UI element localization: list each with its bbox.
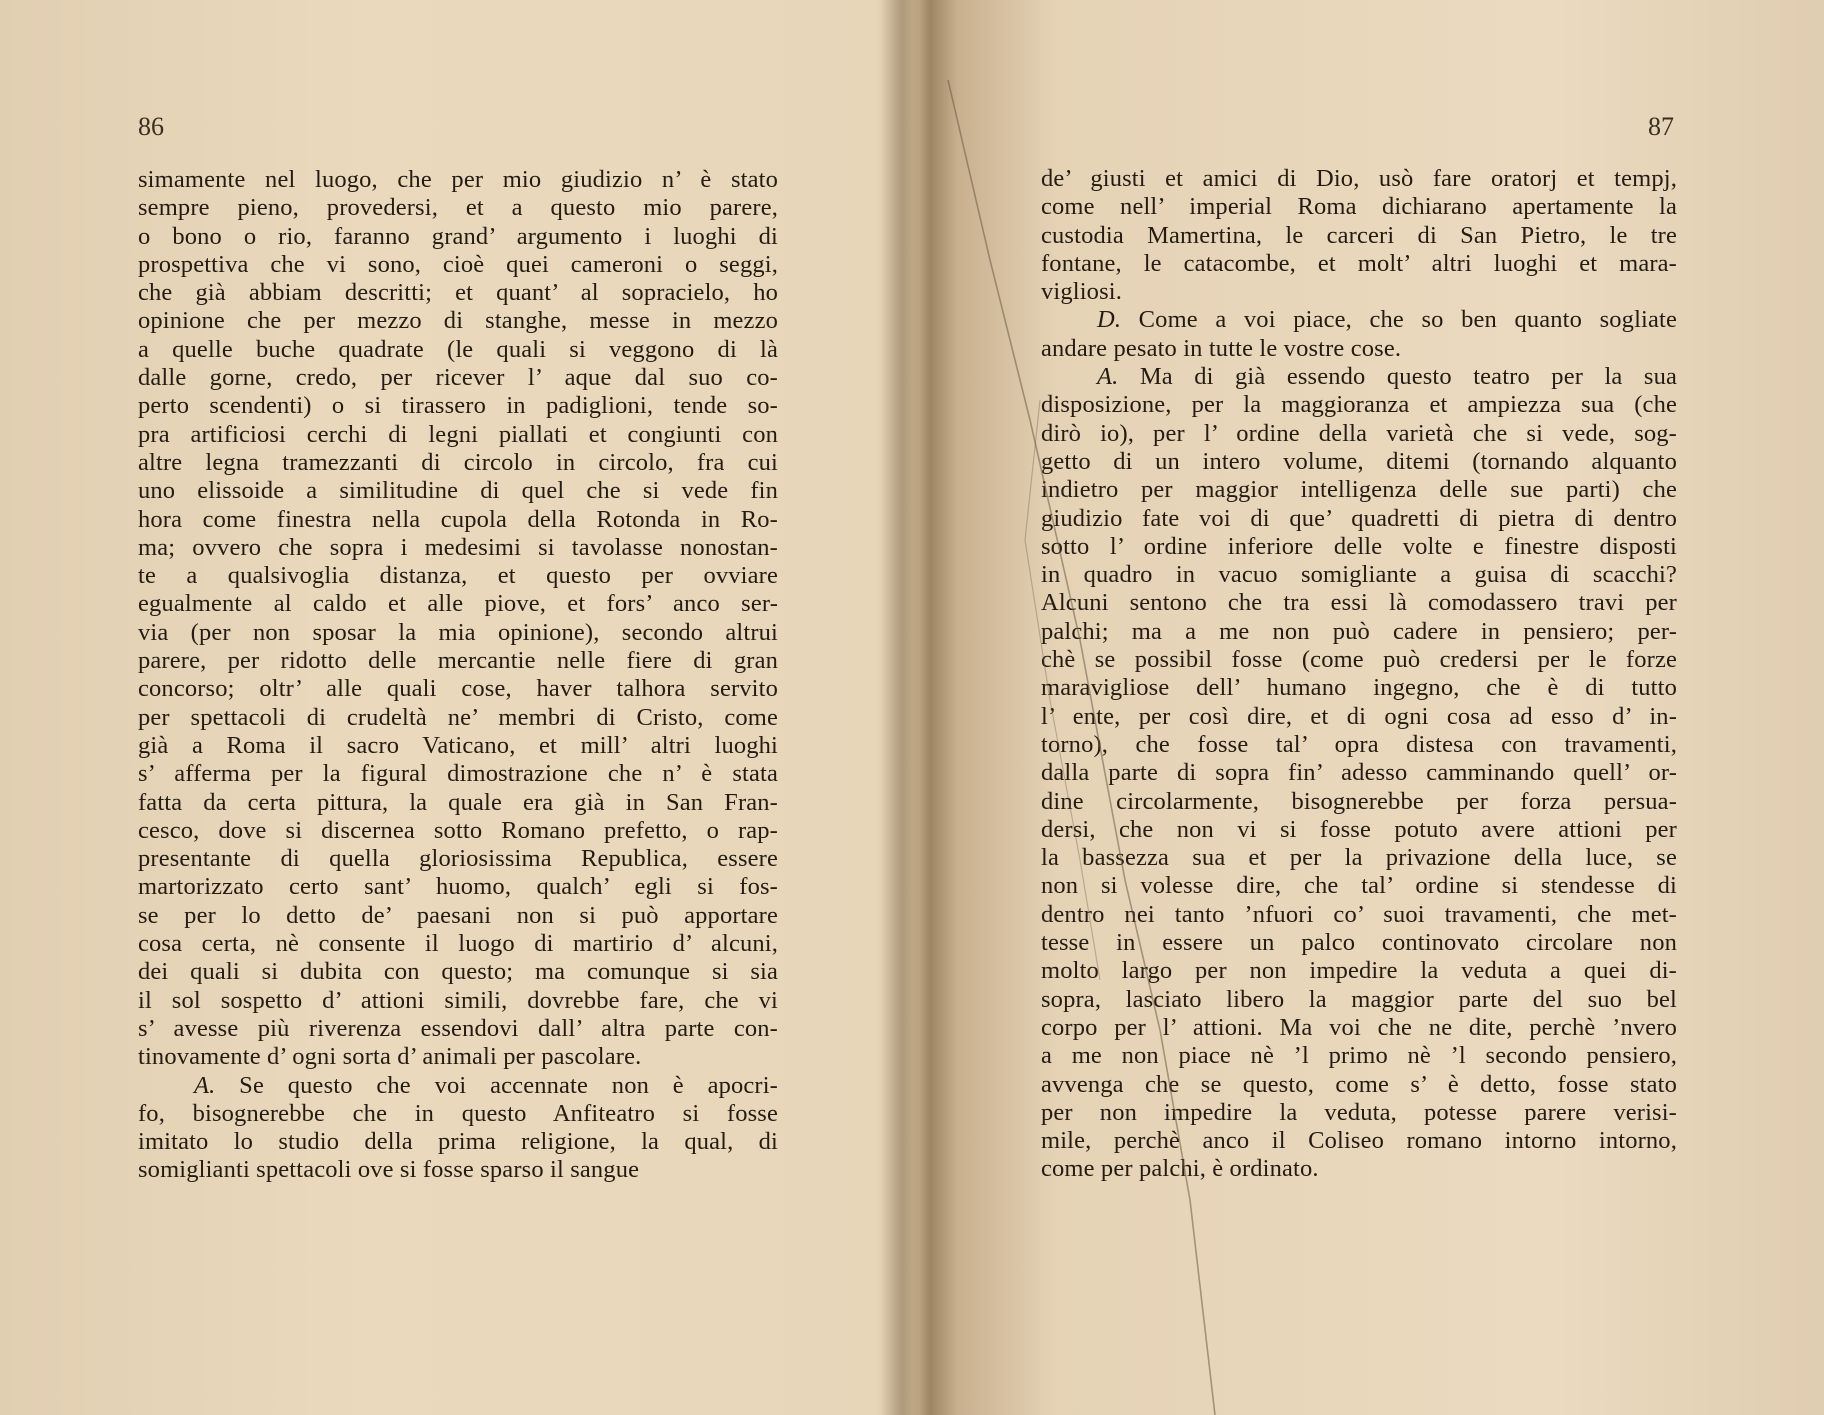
text-line [138,902,778,930]
line-text: dalle gorne, credo, per ricever l’ aque dal suo co- [138,364,778,392]
line-text: dei quali si dubita con questo; ma comunque si sia [138,958,778,986]
line-text: sopra, lasciato libero la maggior parte del suo bel [1041,985,1677,1013]
line-text: per spettacoli di crudeltà ne’ membri di Cristo, come [138,703,778,731]
line-text: simamente nel luogo, che per mio giudizio n’ è stato [138,166,778,193]
text-line [138,732,778,760]
text-line [1041,986,1677,1014]
page-number-right: 87 [1648,112,1674,141]
line-text: disposizione, per la maggioranza et ampiezza sua (che [1041,391,1677,419]
line-text: per non impedire la veduta, potesse parere verisi- [1041,1098,1677,1126]
line-text: sotto l’ ordine inferiore delle volte e finestre disposti [1041,532,1677,560]
line-text: perto scendenti) o si tirassero in padiglioni, tende so- [138,392,778,420]
line-text: pra artificiosi cerchi di legni piallati et congiunti con [138,420,778,448]
text-line [138,1043,778,1071]
text-line [138,392,778,420]
line-text: prospettiva che vi sono, cioè quei cameroni o seggi, [138,250,778,278]
text-line [138,194,778,222]
text-line [1041,448,1677,476]
text-line [1041,165,1677,193]
line-text: ma; ovvero che sopra i medesimi si tavolasse nonostan- [138,533,778,561]
line-text: custodia Mamertina, le carceri di San Pietro, le tre [1041,221,1677,249]
line-text: presentante di quella gloriosissima Republica, essere [138,845,778,873]
text-line [138,534,778,562]
text-line [1041,1127,1677,1155]
line-text: getto di un intero volume, ditemi (tornando alquanto [1041,447,1677,475]
line-text: l’ ente, per così dire, et di ogni cosa ad esso d’ in- [1041,702,1677,730]
text-line [1041,1014,1677,1042]
text-line [138,1015,778,1043]
text-line [1041,872,1677,900]
line-text: a me non piace nè ’l primo nè ’l secondo pensiero, [1041,1042,1677,1070]
text-line [1041,363,1677,391]
text-line [138,449,778,477]
page-number-left: 86 [138,112,164,141]
text-line [1041,759,1677,787]
line-text: fo, bisognerebbe che in questo Anfiteatro si fosse [138,1099,778,1127]
line-text: s’ avesse più riverenza essendovi dall’ altra parte con- [138,1014,778,1042]
text-line [1041,420,1677,448]
line-text: dirò io), per l’ ordine della varietà che si vede, sog- [1041,419,1677,447]
text-line [1041,589,1677,617]
text-line [138,421,778,449]
line-text: maravigliose dell’ humano ingegno, che è di tutto [1041,674,1677,702]
line-text: cosa certa, nè consente il luogo di martirio d’ alcuni, [138,930,778,958]
line-text: tesse in essere un palco continovato circolare non [1041,929,1677,957]
line-text: Ma di già essendo questo teatro per la sua [1139,363,1677,391]
text-line [1041,929,1677,957]
text-line [1041,788,1677,816]
text-line [1041,278,1677,306]
line-text: de’ giusti et amici di Dio, usò fare oratorj et tempj, [1041,165,1677,192]
line-text: giudizio fate voi di que’ quadretti di pietra di dentro [1041,504,1677,532]
line-text: via (per non sposar la mia opinione), secondo altrui [138,618,778,646]
line-text: concorso; oltr’ alle quali cose, haver talhora servito [138,675,778,703]
line-text: parere, per ridotto delle mercantie nelle fiere di gran [138,647,778,675]
line-text: martorizzato certo sant’ huomo, qualch’ egli si fos- [138,873,778,901]
text-line [138,336,778,364]
text-line [1041,476,1677,504]
text-line [1041,1099,1677,1127]
text-line [138,166,778,194]
text-line [138,1072,778,1100]
text-line [138,760,778,788]
text-line [1041,193,1677,221]
text-line [1041,222,1677,250]
text-line [138,987,778,1015]
text-line [138,930,778,958]
text-line [138,506,778,534]
text-line [1041,901,1677,929]
line-text: dalla parte di sopra fin’ adesso camminando quell’ or- [1041,759,1677,787]
text-line [1041,618,1677,646]
text-line [138,364,778,392]
line-text: molto largo per non impedire la veduta a quei di- [1041,957,1677,985]
text-line [1041,703,1677,731]
line-text: te a qualsivoglia distanza, et questo per ovviare [138,562,778,590]
text-line [138,958,778,986]
line-text: corpo per l’ attioni. Ma voi che ne dite, perchè ’nvero [1041,1013,1677,1041]
text-line [1041,533,1677,561]
line-text: se per lo detto de’ paesani non si può apportare [138,901,778,929]
text-line [138,675,778,703]
line-text: chè se possibil fosse (come può credersi per le forze [1041,646,1677,674]
text-line [138,845,778,873]
line-text: Se questo che voi accennate non è apocri- [239,1071,778,1099]
line-text: palchi; ma a me non può cadere in pensiero; per- [1041,617,1677,645]
line-text: o bono o rio, faranno grand’ argumento i luoghi di [138,222,778,250]
text-line [138,789,778,817]
text-line [1041,957,1677,985]
line-text: il sol sospetto d’ attioni simili, dovrebbe fare, che vi [138,986,778,1014]
line-text: s’ afferma per la figural dimostrazione che n’ è stata [138,760,778,788]
text-line [138,223,778,251]
line-text: dentro nei tanto ’nfuori co’ suoi travamenti, che met- [1041,900,1677,928]
right-page [903,0,1824,1415]
text-line [138,647,778,675]
line-text: a quelle buche quadrate (le quali si veggono di là [138,335,778,363]
text-line [138,817,778,845]
line-text: fontane, le catacombe, et molt’ altri luoghi et mara- [1041,249,1677,277]
text-line [1041,1155,1677,1183]
text-line [1041,646,1677,674]
line-text: la bassezza sua et per la privazione della luce, se [1041,844,1677,872]
line-text: sempre pieno, provedersi, et a questo mio parere, [138,194,778,222]
line-text: andare pesato in tutte le vostre cose. [1041,334,1402,362]
text-line [1041,306,1677,334]
speaker-label: A. [194,1071,216,1099]
text-line [1041,561,1677,589]
text-line [138,704,778,732]
line-text: altre legna tramezzanti di circolo in circolo, fra cui [138,448,778,476]
left-page [0,0,903,1415]
line-text: mile, perchè anco il Coliseo romano intorno intorno, [1041,1127,1677,1155]
line-text: tinovamente d’ ogni sorta d’ animali per pascolare. [138,1043,642,1071]
text-line [138,562,778,590]
line-text: uno elissoide a similitudine di quel che si vede fin [138,477,778,505]
text-line [1041,335,1677,363]
line-text: somiglianti spettacoli ove si fosse sparso il sangue [138,1156,640,1184]
speaker-label: D. [1097,306,1122,334]
line-text: vigliosi. [1041,278,1122,306]
text-line [138,251,778,279]
line-text: imitato lo studio della prima religione, la qual, di [138,1128,778,1156]
line-text: fatta da certa pittura, la quale era già in San Fran- [138,788,778,816]
text-line [138,1100,778,1128]
text-line [1041,391,1677,419]
line-text: in quadro in vacuo somigliante a guisa di scacchi? [1041,561,1677,589]
text-line [138,1156,778,1184]
text-line [138,279,778,307]
line-text: dine circolarmente, bisognerebbe per forza persua- [1041,787,1677,815]
text-line [1041,816,1677,844]
text-line [138,873,778,901]
text-line [138,477,778,505]
text-line [138,590,778,618]
line-text: Alcuni sentono che tra essi là comodassero travi per [1041,589,1677,617]
line-text: come per palchi, è ordinato. [1041,1155,1319,1183]
right-page-text [1041,165,1677,1184]
text-line [1041,731,1677,759]
line-text: che già abbiam descritti; et quant’ al sopracielo, ho [138,279,778,307]
text-line [138,307,778,335]
line-text: come nell’ imperial Roma dichiarano apertamente la [1041,193,1677,221]
speaker-label: A. [1097,363,1119,391]
line-text: non si volesse dire, che tal’ ordine si stendesse di [1041,872,1677,900]
text-line [1041,844,1677,872]
text-line [1041,250,1677,278]
line-text: avvenga che se questo, come s’ è detto, fosse stato [1041,1070,1677,1098]
line-text: dersi, che non vi si fosse potuto avere attioni per [1041,815,1677,843]
text-line [138,1128,778,1156]
text-line [138,619,778,647]
line-text: hora come finestra nella cupola della Rotonda in Ro- [138,505,778,533]
line-text: cesco, dove si discernea sotto Romano prefetto, o rap- [138,816,778,844]
line-text: egualmente al caldo et alle piove, et fors’ anco ser- [138,590,778,618]
left-page-text [138,166,778,1185]
text-line [1041,1042,1677,1070]
text-line [1041,674,1677,702]
line-text: torno), che fosse tal’ opra distesa con travamenti, [1041,730,1677,758]
line-text: già a Roma il sacro Vaticano, et mill’ altri luoghi [138,731,778,759]
line-text: opinione che per mezzo di stanghe, messe in mezzo [138,307,778,335]
line-text: indietro per maggior intelligenza delle sue parti) che [1041,476,1677,504]
line-text: Come a voi piace, che so ben quanto sogliate [1138,306,1677,334]
text-line [1041,505,1677,533]
text-line [1041,1071,1677,1099]
